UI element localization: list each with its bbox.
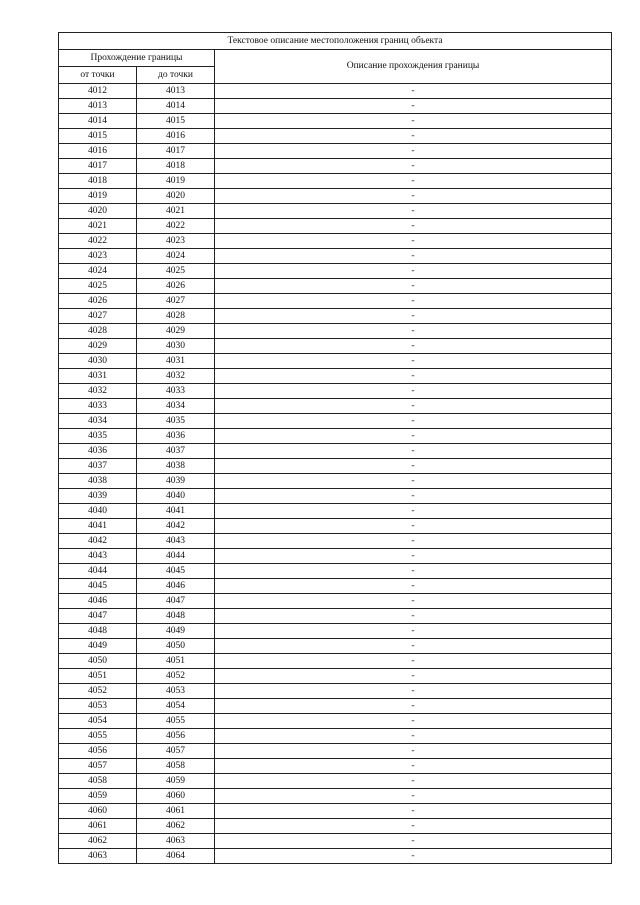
cell-description: - — [215, 789, 612, 804]
cell-description: - — [215, 534, 612, 549]
cell-description: - — [215, 354, 612, 369]
cell-to-point: 4043 — [137, 534, 215, 549]
cell-to-point: 4020 — [137, 189, 215, 204]
column-header-from-point: от точки — [59, 67, 137, 84]
table-row — [59, 144, 612, 159]
column-header-description: Описание прохождения границы — [215, 50, 612, 84]
table-row — [59, 684, 612, 699]
table-row — [59, 459, 612, 474]
table-row — [59, 324, 612, 339]
cell-from-point: 4031 — [59, 369, 137, 384]
cell-to-point: 4025 — [137, 264, 215, 279]
cell-description: - — [215, 339, 612, 354]
cell-description: - — [215, 699, 612, 714]
cell-description: - — [215, 609, 612, 624]
cell-to-point: 4023 — [137, 234, 215, 249]
cell-description: - — [215, 144, 612, 159]
table-row — [59, 219, 612, 234]
cell-from-point: 4063 — [59, 849, 137, 864]
table-row — [59, 399, 612, 414]
cell-description: - — [215, 744, 612, 759]
cell-description: - — [215, 489, 612, 504]
cell-description: - — [215, 564, 612, 579]
cell-from-point: 4046 — [59, 594, 137, 609]
cell-to-point: 4052 — [137, 669, 215, 684]
cell-to-point: 4021 — [137, 204, 215, 219]
cell-from-point: 4035 — [59, 429, 137, 444]
table-row — [59, 429, 612, 444]
cell-to-point: 4015 — [137, 114, 215, 129]
cell-from-point: 4037 — [59, 459, 137, 474]
cell-description: - — [215, 459, 612, 474]
cell-from-point: 4055 — [59, 729, 137, 744]
cell-from-point: 4022 — [59, 234, 137, 249]
table-row — [59, 624, 612, 639]
cell-from-point: 4028 — [59, 324, 137, 339]
cell-description: - — [215, 159, 612, 174]
cell-from-point: 4051 — [59, 669, 137, 684]
cell-to-point: 4060 — [137, 789, 215, 804]
cell-from-point: 4024 — [59, 264, 137, 279]
cell-description: - — [215, 549, 612, 564]
cell-to-point: 4046 — [137, 579, 215, 594]
cell-to-point: 4022 — [137, 219, 215, 234]
cell-from-point: 4045 — [59, 579, 137, 594]
table-row — [59, 654, 612, 669]
cell-from-point: 4021 — [59, 219, 137, 234]
cell-from-point: 4049 — [59, 639, 137, 654]
cell-from-point: 4062 — [59, 834, 137, 849]
cell-from-point: 4030 — [59, 354, 137, 369]
cell-to-point: 4053 — [137, 684, 215, 699]
cell-description: - — [215, 204, 612, 219]
cell-to-point: 4062 — [137, 819, 215, 834]
cell-description: - — [215, 684, 612, 699]
cell-from-point: 4027 — [59, 309, 137, 324]
table-row — [59, 519, 612, 534]
table-row — [59, 474, 612, 489]
table-row — [59, 759, 612, 774]
cell-from-point: 4059 — [59, 789, 137, 804]
cell-from-point: 4039 — [59, 489, 137, 504]
cell-to-point: 4013 — [137, 84, 215, 99]
cell-from-point: 4025 — [59, 279, 137, 294]
cell-from-point: 4029 — [59, 339, 137, 354]
cell-to-point: 4033 — [137, 384, 215, 399]
cell-description: - — [215, 129, 612, 144]
cell-from-point: 4053 — [59, 699, 137, 714]
cell-to-point: 4038 — [137, 459, 215, 474]
table-row — [59, 159, 612, 174]
cell-from-point: 4026 — [59, 294, 137, 309]
cell-to-point: 4028 — [137, 309, 215, 324]
table-row — [59, 369, 612, 384]
table-row — [59, 834, 612, 849]
table-row — [59, 174, 612, 189]
cell-to-point: 4059 — [137, 774, 215, 789]
table-row — [59, 639, 612, 654]
cell-from-point: 4019 — [59, 189, 137, 204]
cell-from-point: 4044 — [59, 564, 137, 579]
table-row — [59, 414, 612, 429]
cell-description: - — [215, 264, 612, 279]
table-row — [59, 189, 612, 204]
cell-description: - — [215, 429, 612, 444]
table-header — [59, 33, 612, 84]
cell-description: - — [215, 774, 612, 789]
cell-from-point: 4023 — [59, 249, 137, 264]
table-row — [59, 504, 612, 519]
cell-from-point: 4048 — [59, 624, 137, 639]
cell-description: - — [215, 174, 612, 189]
cell-from-point: 4032 — [59, 384, 137, 399]
cell-to-point: 4051 — [137, 654, 215, 669]
table-row — [59, 579, 612, 594]
cell-to-point: 4036 — [137, 429, 215, 444]
table-row — [59, 549, 612, 564]
cell-description: - — [215, 714, 612, 729]
table-row — [59, 204, 612, 219]
cell-to-point: 4041 — [137, 504, 215, 519]
cell-description: - — [215, 219, 612, 234]
cell-from-point: 4057 — [59, 759, 137, 774]
table-row — [59, 669, 612, 684]
cell-to-point: 4032 — [137, 369, 215, 384]
cell-to-point: 4019 — [137, 174, 215, 189]
cell-description: - — [215, 369, 612, 384]
group-header-boundary-passage: Прохождение границы — [59, 50, 215, 67]
cell-description: - — [215, 249, 612, 264]
cell-from-point: 4050 — [59, 654, 137, 669]
cell-from-point: 4040 — [59, 504, 137, 519]
cell-description: - — [215, 639, 612, 654]
cell-description: - — [215, 834, 612, 849]
cell-from-point: 4058 — [59, 774, 137, 789]
cell-to-point: 4024 — [137, 249, 215, 264]
cell-from-point: 4047 — [59, 609, 137, 624]
cell-description: - — [215, 849, 612, 864]
table-title: Текстовое описание местоположения границ объекта — [59, 33, 612, 50]
cell-description: - — [215, 624, 612, 639]
table-title-row — [59, 33, 612, 50]
table-row — [59, 744, 612, 759]
cell-to-point: 4054 — [137, 699, 215, 714]
table-row — [59, 249, 612, 264]
cell-to-point: 4031 — [137, 354, 215, 369]
cell-to-point: 4018 — [137, 159, 215, 174]
cell-to-point: 4064 — [137, 849, 215, 864]
cell-from-point: 4056 — [59, 744, 137, 759]
cell-to-point: 4057 — [137, 744, 215, 759]
cell-description: - — [215, 579, 612, 594]
cell-from-point: 4054 — [59, 714, 137, 729]
cell-description: - — [215, 309, 612, 324]
cell-to-point: 4017 — [137, 144, 215, 159]
cell-to-point: 4034 — [137, 399, 215, 414]
table-row — [59, 384, 612, 399]
cell-from-point: 4052 — [59, 684, 137, 699]
cell-description: - — [215, 234, 612, 249]
table-row — [59, 339, 612, 354]
cell-from-point: 4018 — [59, 174, 137, 189]
cell-description: - — [215, 519, 612, 534]
cell-from-point: 4020 — [59, 204, 137, 219]
cell-from-point: 4042 — [59, 534, 137, 549]
table-row — [59, 699, 612, 714]
cell-from-point: 4041 — [59, 519, 137, 534]
cell-description: - — [215, 84, 612, 99]
cell-to-point: 4014 — [137, 99, 215, 114]
cell-from-point: 4015 — [59, 129, 137, 144]
table-row — [59, 534, 612, 549]
cell-from-point: 4012 — [59, 84, 137, 99]
cell-to-point: 4044 — [137, 549, 215, 564]
cell-from-point: 4061 — [59, 819, 137, 834]
table-body — [59, 84, 612, 864]
cell-to-point: 4047 — [137, 594, 215, 609]
table-row — [59, 279, 612, 294]
table-row — [59, 789, 612, 804]
cell-from-point: 4013 — [59, 99, 137, 114]
table-row — [59, 819, 612, 834]
cell-description: - — [215, 384, 612, 399]
boundary-description-table — [58, 32, 612, 864]
table-row — [59, 264, 612, 279]
table-row — [59, 489, 612, 504]
cell-from-point: 4036 — [59, 444, 137, 459]
cell-from-point: 4060 — [59, 804, 137, 819]
cell-description: - — [215, 729, 612, 744]
cell-from-point: 4014 — [59, 114, 137, 129]
cell-from-point: 4043 — [59, 549, 137, 564]
column-header-to-point: до точки — [137, 67, 215, 84]
cell-description: - — [215, 804, 612, 819]
table-row — [59, 234, 612, 249]
cell-description: - — [215, 399, 612, 414]
cell-to-point: 4058 — [137, 759, 215, 774]
table-row — [59, 444, 612, 459]
table-row — [59, 309, 612, 324]
cell-description: - — [215, 279, 612, 294]
cell-to-point: 4027 — [137, 294, 215, 309]
cell-description: - — [215, 324, 612, 339]
cell-description: - — [215, 474, 612, 489]
cell-to-point: 4045 — [137, 564, 215, 579]
cell-from-point: 4016 — [59, 144, 137, 159]
cell-to-point: 4016 — [137, 129, 215, 144]
cell-to-point: 4055 — [137, 714, 215, 729]
table-row — [59, 84, 612, 99]
cell-to-point: 4050 — [137, 639, 215, 654]
table-row — [59, 804, 612, 819]
cell-description: - — [215, 654, 612, 669]
cell-to-point: 4029 — [137, 324, 215, 339]
table-row — [59, 564, 612, 579]
table-row — [59, 99, 612, 114]
table-row — [59, 294, 612, 309]
cell-to-point: 4040 — [137, 489, 215, 504]
cell-description: - — [215, 444, 612, 459]
cell-description: - — [215, 414, 612, 429]
cell-description: - — [215, 819, 612, 834]
table-row — [59, 714, 612, 729]
table-row — [59, 114, 612, 129]
cell-to-point: 4037 — [137, 444, 215, 459]
cell-to-point: 4042 — [137, 519, 215, 534]
cell-description: - — [215, 99, 612, 114]
table-row — [59, 774, 612, 789]
table-row — [59, 729, 612, 744]
cell-to-point: 4063 — [137, 834, 215, 849]
table-row — [59, 849, 612, 864]
table-row — [59, 129, 612, 144]
table-row — [59, 609, 612, 624]
cell-description: - — [215, 114, 612, 129]
cell-description: - — [215, 504, 612, 519]
table-row — [59, 594, 612, 609]
cell-from-point: 4033 — [59, 399, 137, 414]
cell-from-point: 4017 — [59, 159, 137, 174]
cell-to-point: 4039 — [137, 474, 215, 489]
cell-to-point: 4056 — [137, 729, 215, 744]
cell-to-point: 4061 — [137, 804, 215, 819]
cell-to-point: 4026 — [137, 279, 215, 294]
cell-to-point: 4048 — [137, 609, 215, 624]
cell-to-point: 4049 — [137, 624, 215, 639]
table-group-header-row — [59, 50, 612, 67]
cell-description: - — [215, 594, 612, 609]
cell-description: - — [215, 294, 612, 309]
cell-description: - — [215, 669, 612, 684]
cell-from-point: 4034 — [59, 414, 137, 429]
cell-to-point: 4035 — [137, 414, 215, 429]
cell-to-point: 4030 — [137, 339, 215, 354]
cell-description: - — [215, 189, 612, 204]
cell-from-point: 4038 — [59, 474, 137, 489]
table-row — [59, 354, 612, 369]
cell-description: - — [215, 759, 612, 774]
